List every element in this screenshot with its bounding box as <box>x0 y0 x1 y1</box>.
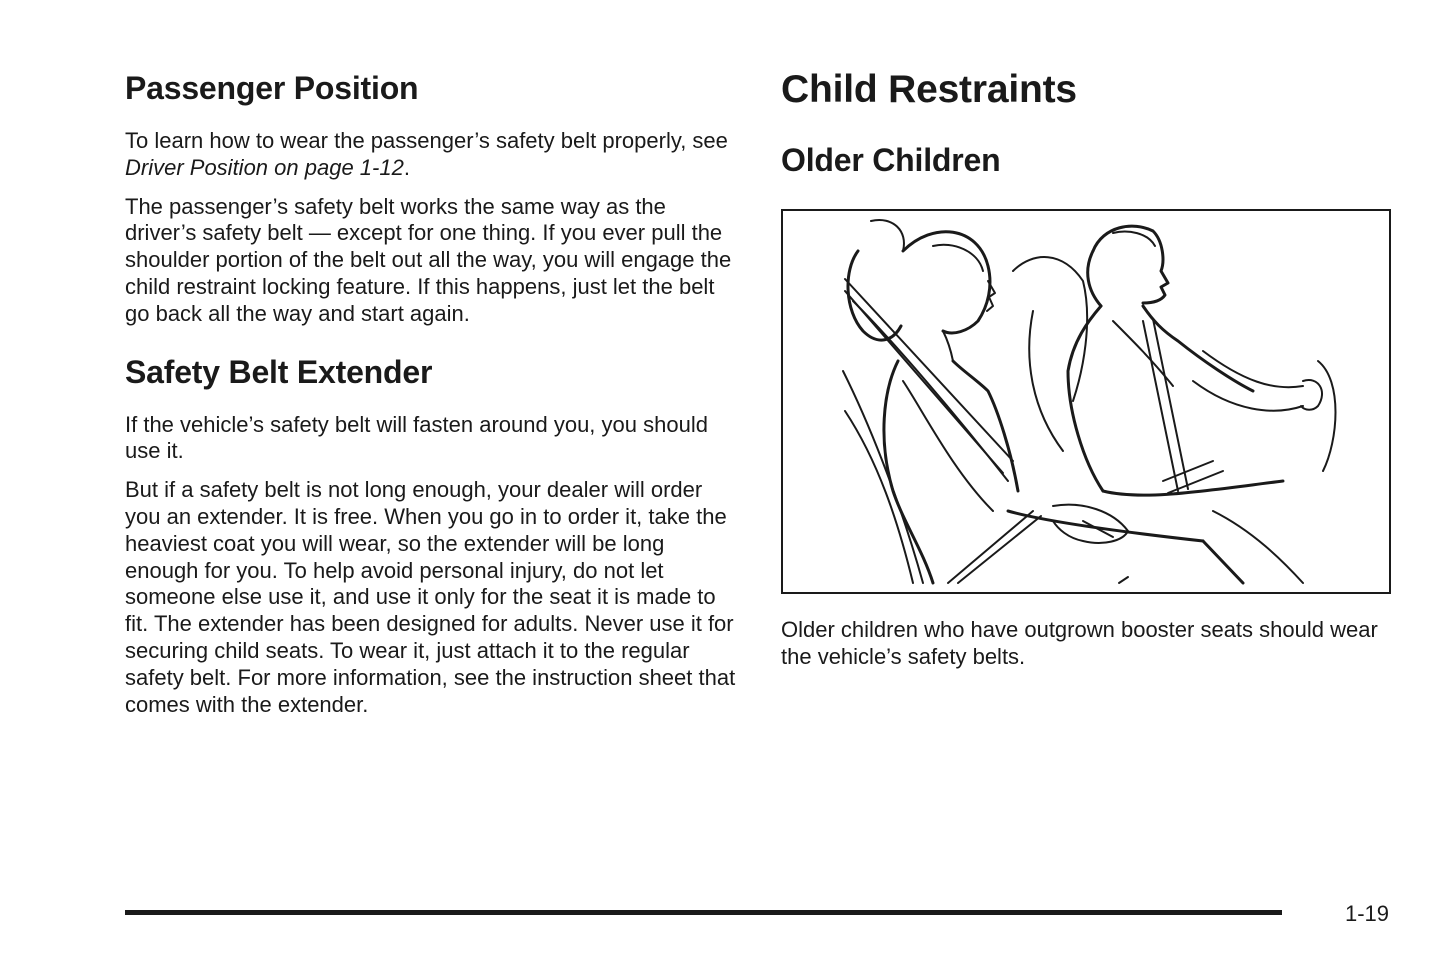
figure-caption <box>781 617 1393 671</box>
older-children-heading: Older Children <box>781 142 1001 178</box>
older-children-illustration <box>781 209 1391 594</box>
extender-paragraph-2: But if a safety belt is not long enough, your dealer will order you an extender. It is free. When you go in to order it, take the heaviest coat you will wear, so the extender will be long enough for you. To help avoid personal injury, do not let someone else use it, and use it only for the seat it is made to fit. The extender has been designed for adults. Never use it for securing child seats. To wear it, just attach it to the regular safety belt. For more information, see the instruction sheet that comes with the extender. <box>125 477 736 717</box>
footer-rule <box>125 910 1282 915</box>
safety-belt-extender-heading: Safety Belt Extender <box>125 353 433 390</box>
passenger-position-heading: Passenger Position <box>125 70 419 106</box>
passenger-p1-end: . <box>403 154 410 180</box>
passenger-paragraph-2: The passenger’s safety belt works the same way as the driver’s safety belt — except for one thing. If you ever pull the shoulder portion of the belt out all the way, you will engage the child restraint locking feature. If this happens, just let the belt go back all the way and start again. <box>125 193 732 326</box>
left-column <box>125 68 737 718</box>
driver-position-reference: Driver Position on page 1-12 <box>125 154 404 180</box>
right-column <box>781 66 1393 180</box>
seatbelt-drawing-icon <box>783 211 1389 592</box>
passenger-p1-text: To learn how to wear the passenger’s safety belt properly, see <box>125 128 728 153</box>
passenger-paragraph-1 <box>125 128 737 182</box>
page-number: 1-19 <box>1345 901 1390 926</box>
extender-paragraph-1: If the vehicle’s safety belt will fasten around you, you should use it. <box>125 411 708 464</box>
older-children-caption: Older children who have outgrown booster seats should wear the vehicle’s safety belts. <box>781 617 1378 669</box>
child-restraints-title: Child Restraints <box>781 68 1077 111</box>
